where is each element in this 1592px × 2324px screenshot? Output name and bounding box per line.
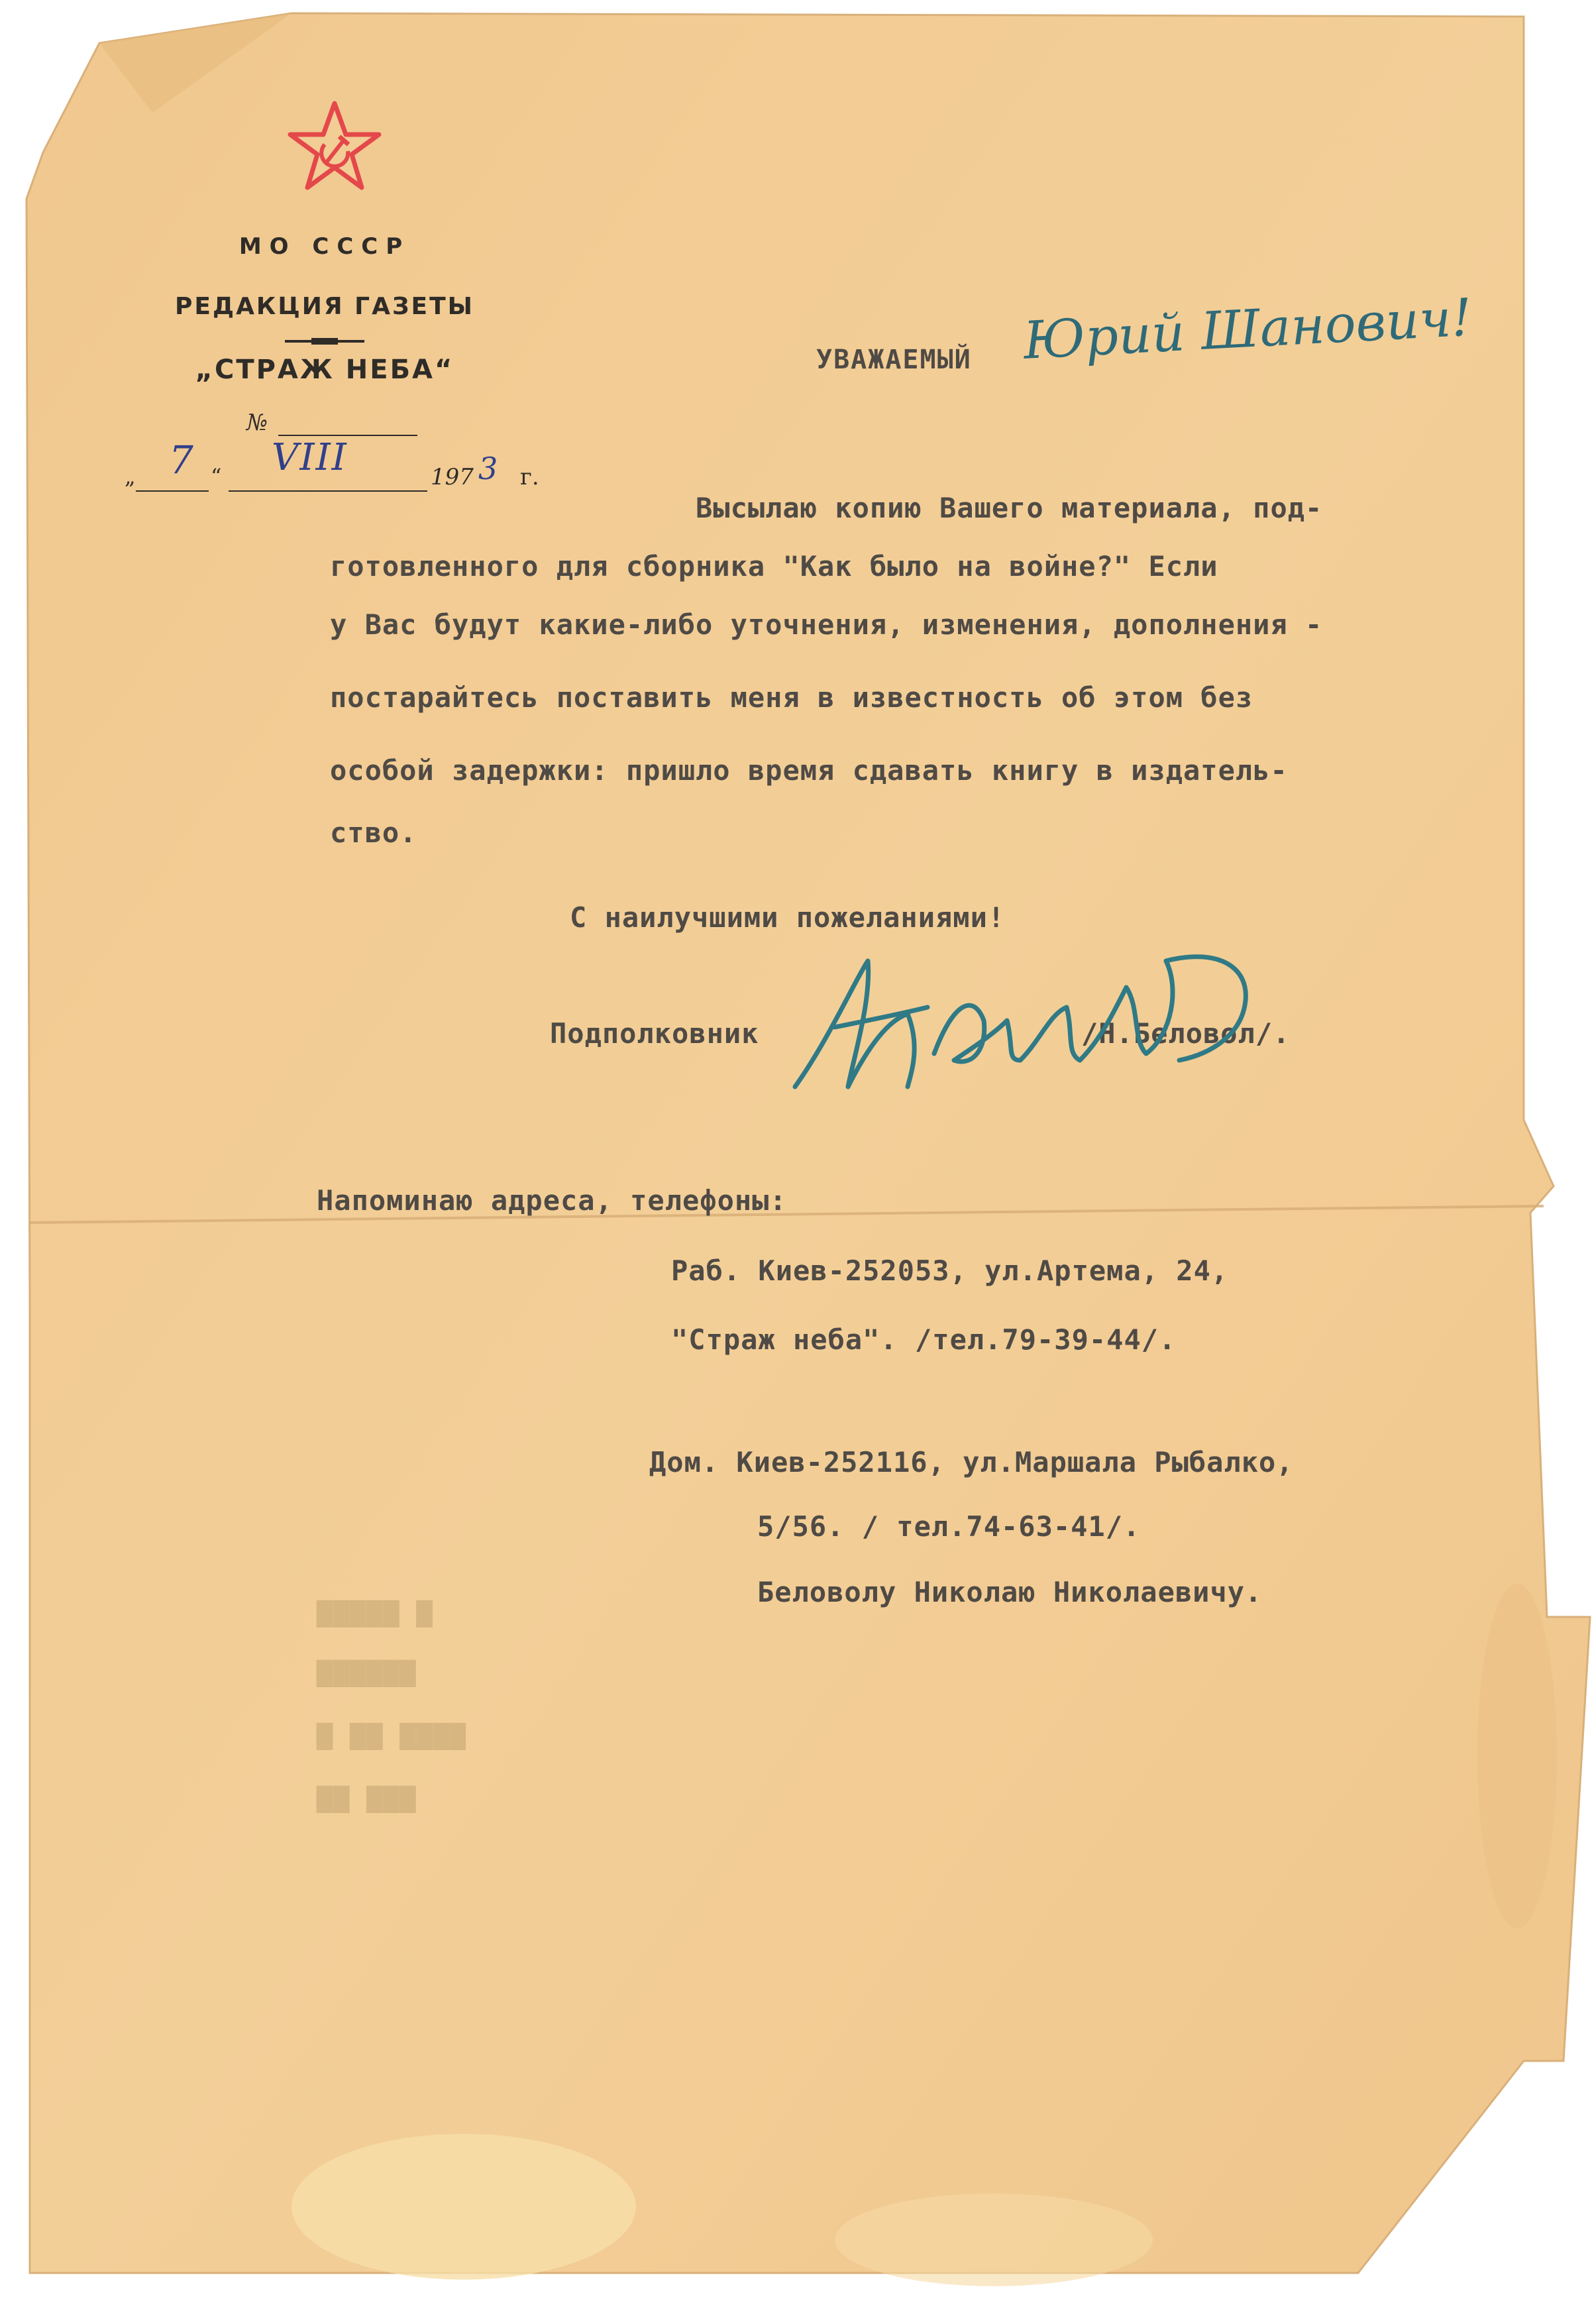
number-label: №	[246, 410, 268, 436]
handwritten-addressee: Юрий Шанович!	[1022, 288, 1474, 371]
body-line: особой задержки: пришло время сдавать книгу в издатель-	[330, 754, 1288, 787]
bleed-through-text: ▇▇ ▇▇▇	[317, 1783, 417, 1813]
handwritten-month: VIII	[272, 436, 348, 479]
bleed-through-text: ▇▇▇▇▇▇	[317, 1657, 417, 1687]
work-address: Раб. Киев-252053, ул.Артема, 24,	[671, 1254, 1229, 1287]
date-year-prefix: 197	[431, 464, 474, 490]
bleed-through-text: ▇ ▇▇ ▇▇▇▇	[317, 1720, 466, 1750]
body-line: готовленного для сборника "Как было на войне?" Если	[330, 550, 1218, 582]
date-close-quote: “	[211, 464, 222, 489]
signer-name: /Н.Беловол/.	[1081, 1017, 1291, 1050]
body-line: у Вас будут какие-либо уточнения, изменения, дополнения -	[330, 608, 1323, 641]
letterhead-ministry: МО СССР	[239, 233, 411, 260]
letterhead-editorial: РЕДАКЦИЯ ГАЗЕТЫ	[175, 293, 474, 320]
handwritten-year-digit: 3	[478, 451, 498, 486]
signer-rank: Подполковник	[550, 1017, 759, 1050]
handwritten-signature	[755, 921, 1259, 1120]
recipient-name: Беловолу Николаю Николаевичу.	[757, 1576, 1263, 1608]
body-line: ство.	[330, 816, 417, 849]
body-line: постарайтесь поставить меня в известность об этом без	[330, 681, 1253, 714]
date-day-line	[136, 490, 209, 492]
bleed-through-text: ▇▇▇▇▇ ▇	[317, 1597, 433, 1628]
closing-phrase: С наилучшими пожеланиями!	[570, 901, 1006, 934]
date-open-quote: „	[125, 464, 136, 489]
handwritten-day: 7	[169, 437, 193, 482]
work-phone: "Страж неба". /тел.79-39-44/.	[671, 1323, 1177, 1356]
letterhead-newspaper-name: „СТРАЖ НЕБА“	[195, 355, 454, 385]
letterhead-divider	[285, 340, 364, 343]
date-month-line	[229, 490, 427, 492]
red-star-hammer-sickle-icon	[285, 98, 384, 197]
salutation: УВАЖАЕМЫЙ	[816, 345, 972, 375]
date-year-suffix: г.	[520, 464, 539, 490]
home-phone: 5/56. / тел.74-63-41/.	[757, 1510, 1141, 1543]
body-line: Высылаю копию Вашего материала, под-	[696, 492, 1323, 524]
address-intro: Напоминаю адреса, телефоны:	[317, 1184, 787, 1217]
home-address: Дом. Киев-252116, ул.Маршала Рыбалко,	[649, 1446, 1294, 1478]
